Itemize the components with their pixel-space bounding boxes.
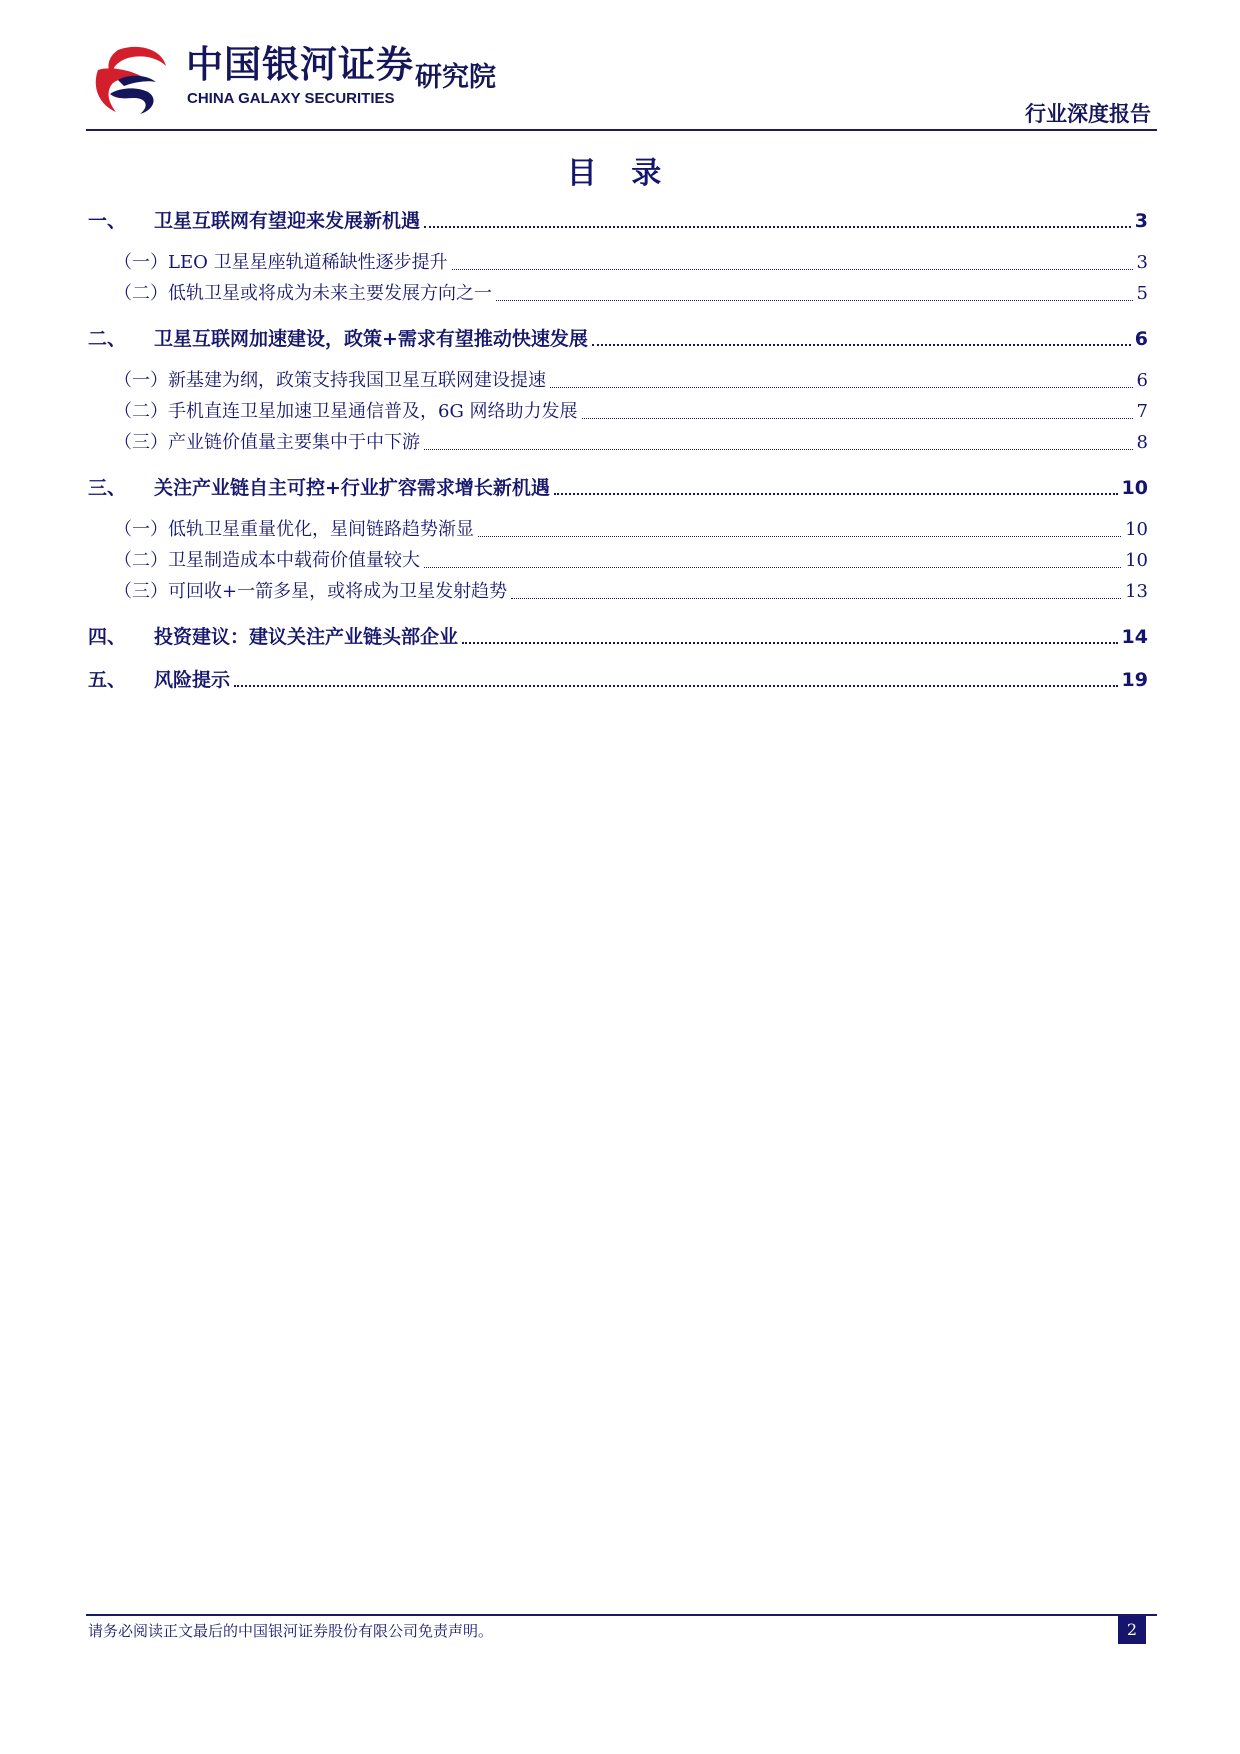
toc-entry-number: （一） <box>114 519 168 540</box>
header-divider <box>86 129 1157 131</box>
toc-entry-title: 风险提示 <box>154 669 231 691</box>
toc-entry-number: 五、 <box>88 669 127 691</box>
institute-label: 研究院 <box>415 62 496 93</box>
toc-entry[interactable] <box>88 366 1148 396</box>
toc-entry-number: （一） <box>114 252 168 273</box>
toc-entry-number: （一） <box>114 370 168 391</box>
toc-entry-title: 新基建为纲，政策支持我国卫星互联网建设提速 <box>168 370 546 391</box>
toc-entry-page: 5 <box>1136 283 1148 304</box>
toc-entry[interactable] <box>88 622 1148 652</box>
toc-entry-number: 二、 <box>88 328 127 350</box>
dot-leader <box>424 449 1133 450</box>
toc-entry-page: 6 <box>1136 370 1148 391</box>
toc-entry[interactable] <box>88 665 1148 695</box>
toc-entry-page: 19 <box>1121 669 1148 691</box>
toc-entry-title: LEO 卫星星座轨道稀缺性逐步提升 <box>168 252 448 273</box>
toc-entry[interactable] <box>88 279 1148 309</box>
dot-leader <box>592 344 1131 346</box>
toc-entry-number: （二） <box>114 550 168 571</box>
report-type-label: 行业深度报告 <box>1025 102 1151 126</box>
toc-entry-page: 10 <box>1125 519 1148 540</box>
toc-entry[interactable] <box>88 546 1148 576</box>
company-name-en: CHINA GALAXY SECURITIES <box>187 90 395 107</box>
dot-leader <box>452 269 1133 270</box>
toc-entry-page: 3 <box>1136 252 1148 273</box>
toc-entry-title: 关注产业链自主可控+行业扩容需求增长新机遇 <box>154 477 550 499</box>
toc-entry-number: 四、 <box>88 626 127 648</box>
toc-entry-number: 三、 <box>88 477 127 499</box>
toc-entry-title: 产业链价值量主要集中于中下游 <box>168 432 420 453</box>
dot-leader <box>424 567 1121 568</box>
toc-entry-title: 投资建议：建议关注产业链头部企业 <box>154 626 459 648</box>
toc-entry-page: 7 <box>1136 401 1148 422</box>
toc-entry-number: （二） <box>114 283 168 304</box>
toc-entry-page: 6 <box>1134 328 1148 350</box>
dot-leader <box>554 493 1118 495</box>
toc-entry-number: （三） <box>114 581 168 602</box>
footer-divider <box>86 1614 1157 1616</box>
toc-entry[interactable] <box>88 473 1148 503</box>
toc-entry-page: 8 <box>1136 432 1148 453</box>
toc-entry[interactable] <box>88 428 1148 458</box>
toc-entry-number: 一、 <box>88 210 127 232</box>
dot-leader <box>234 685 1118 687</box>
toc-entry-page: 10 <box>1121 477 1148 499</box>
dot-leader <box>511 598 1121 599</box>
dot-leader <box>496 300 1133 301</box>
dot-leader <box>424 226 1131 228</box>
toc-entry[interactable] <box>88 206 1148 236</box>
dot-leader <box>550 387 1133 388</box>
toc-entry-title: 卫星互联网有望迎来发展新机遇 <box>154 210 421 232</box>
toc-entry-title: 低轨卫星或将成为未来主要发展方向之一 <box>168 283 492 304</box>
toc-entry[interactable] <box>88 515 1148 545</box>
toc-entry[interactable] <box>88 577 1148 607</box>
toc-entry-title: 卫星互联网加速建设，政策+需求有望推动快速发展 <box>154 328 588 350</box>
toc-entry-number: （三） <box>114 432 168 453</box>
toc-entry[interactable] <box>88 248 1148 278</box>
dot-leader <box>478 536 1121 537</box>
toc-entry-page: 10 <box>1125 550 1148 571</box>
toc-entry-title: 手机直连卫星加速卫星通信普及，6G 网络助力发展 <box>168 401 578 422</box>
galaxy-logo-icon <box>88 40 170 118</box>
toc-entry-title: 可回收+一箭多星，或将成为卫星发射趋势 <box>168 581 508 602</box>
toc-entry[interactable] <box>88 397 1148 427</box>
toc-entry-title: 卫星制造成本中载荷价值量较大 <box>168 550 420 571</box>
toc-title: 目 录 <box>566 156 674 191</box>
toc-entry-page: 14 <box>1121 626 1148 648</box>
toc-entry-number: （二） <box>114 401 168 422</box>
page-header <box>88 40 1157 130</box>
dot-leader <box>582 418 1133 419</box>
toc-entry-title: 低轨卫星重量优化，星间链路趋势渐显 <box>168 519 474 540</box>
toc-entry-page: 13 <box>1125 581 1148 602</box>
dot-leader <box>462 642 1118 644</box>
footer-disclaimer: 请务必阅读正文最后的中国银河证券股份有限公司免责声明。 <box>88 1622 494 1640</box>
toc-entry-page: 3 <box>1134 210 1148 232</box>
toc-entry[interactable] <box>88 324 1148 354</box>
company-name-cn: 中国银河证券 <box>186 43 414 86</box>
page-number: 2 <box>1118 1616 1146 1644</box>
